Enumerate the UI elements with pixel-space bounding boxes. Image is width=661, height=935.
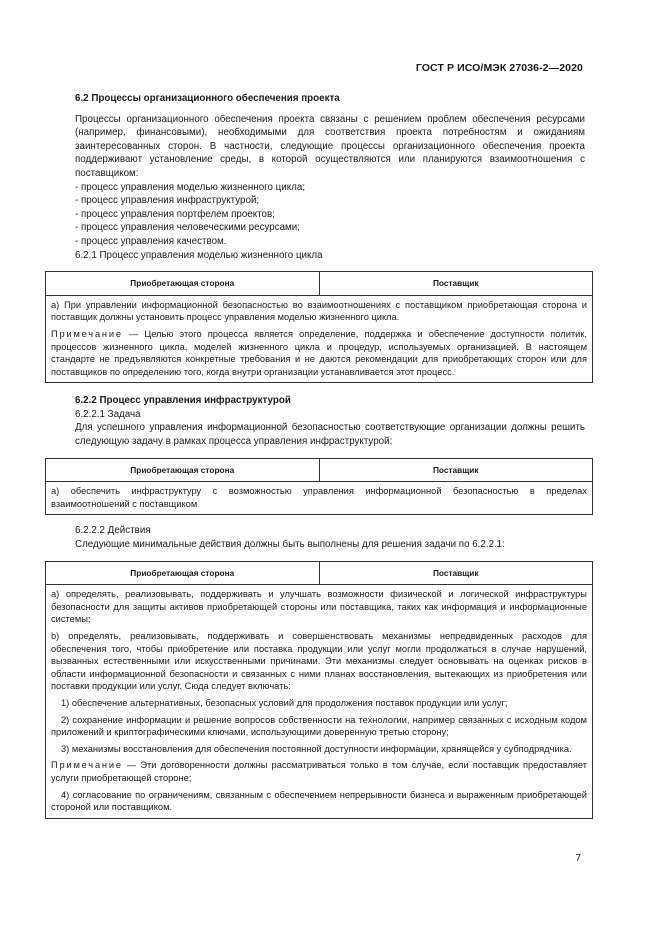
table-6-2-1 <box>45 271 593 383</box>
list-item: - процесс управления человеческими ресурсами; <box>75 222 300 234</box>
subsection-6-2-2-1-title: 6.2.2.1 Задача <box>75 408 141 420</box>
document-body <box>51 88 587 819</box>
table-row <box>46 482 593 515</box>
subsection-6-2-1-title: 6.2.1 Процесс управления моделью жизненного цикла <box>75 249 323 261</box>
column-header-acquirer: Приобретающая сторона <box>46 561 320 585</box>
column-header-supplier: Поставщик <box>319 272 593 296</box>
column-header-supplier: Поставщик <box>319 561 593 585</box>
column-header-acquirer: Приобретающая сторона <box>46 272 320 296</box>
table-note <box>51 328 587 378</box>
section-6-2-intro: Процессы организационного обеспечения проекта связаны с решением проблем обеспечения ресурсами (например, финансовыми), необходимыми для соответствия проекта потребностям и ожиданиям заинтересованных сторон. В частности, следующие процессы организационного обеспечения проекта поддерживают установление среды, в которой осуществляются или планируются взаимоотношения с поставщиком: <box>75 113 585 179</box>
table-row-b: b) определять, реализовывать, поддерживать и совершенствовать механизмы непредвиденных расходов для обеспечения того, чтобы приобретение или поставка продукции или услуг могли продолжаться в случае нарушений, вызванных естественными или искусственными причинами. Эти механизмы следует основывать на оценках рисков в области информационной безопасности и связанных с ними планах восстановления, вытекающих из приобретения или поставки продукции или услуг. Сюда следует включать: <box>51 631 587 692</box>
table-row-a: а) обеспечить инфраструктуру с возможностью управления информационной безопасностью в пределах взаимоотношений с поставщиком <box>46 482 593 515</box>
note-label: Примечание <box>51 760 123 771</box>
table-6-2-2-2 <box>45 561 593 819</box>
list-item: - процесс управления моделью жизненного цикла; <box>75 181 306 193</box>
table-note <box>51 759 587 784</box>
column-header-acquirer: Приобретающая сторона <box>46 458 320 482</box>
section-6-2-2-title: 6.2.2 Процесс управления инфраструктурой <box>75 395 291 407</box>
section-6-2-2-1-text: Для успешного управления информационной безопасностью соответствующие организации должны решить следующую задачу в рамках процесса управления инфраструктурой: <box>75 422 585 448</box>
section-6-2-2-2-text: Следующие минимальные действия должны быть выполнены для решения задачи по 6.2.2.1: <box>75 539 505 551</box>
note-text: — Целью этого процесса является определение, поддержка и обеспечение доступности политик, процессов жизненного цикла, моделей жизненного цикла и процедур, используемых организацией. В настоящем стандарте не предъявляются конкретные требования и не даются рекомендации для приобретающих сторон или для поставщиков по определению того, когда внутри организации устанавливается этот процесс. <box>51 328 587 377</box>
table-row <box>46 295 593 383</box>
table-row-a: а) определять, реализовывать, поддерживать и улучшать возможности физической и логической инфраструктуры безопасности для защиты активов приобретающей стороны или поставщика, таких как информация и информационные системы; <box>51 589 587 625</box>
table-cell <box>46 585 593 819</box>
document-header: ГОСТ Р ИСО/МЭК 27036-2—2020 <box>415 62 583 74</box>
list-item: - процесс управления портфелем проектов; <box>75 208 275 220</box>
list-item: - процесс управления инфраструктурой; <box>75 195 260 207</box>
table-6-2-2-1 <box>45 458 593 516</box>
table-row-a: а) При управлении информационной безопасностью во взаимоотношениях с поставщиком приобретающая сторона и поставщик должны установить процесс управления моделью жизненного цикла. <box>51 299 587 323</box>
list-item: - процесс управления качеством. <box>75 235 227 247</box>
section-6-2-title: 6.2 Процессы организационного обеспечения проекта <box>75 93 340 104</box>
note-text: — Эти договоренности должны рассматриваться только в том случае, если поставщик предоставляет услуги приобретающей стороне; <box>51 760 587 783</box>
table-cell <box>46 295 593 383</box>
note-label: Примечание <box>51 328 123 339</box>
table-item-1: 1) обеспечение альтернативных, безопасных условий для продолжения поставок продукции или услуг; <box>61 697 508 708</box>
process-list <box>75 181 585 249</box>
table-item-2: 2) сохранение информации и решение вопросов собственности на технологии, например связанных с исходным кодом приложений и криптографическими ключами, использующими доверенную третью сторону; <box>51 714 587 738</box>
column-header-supplier: Поставщик <box>319 458 593 482</box>
table-item-3: 3) механизмы восстановления для обеспечения постоянной доступности информации, хранящейся у субподрядчика. <box>61 743 572 754</box>
table-row <box>46 585 593 819</box>
subsection-6-2-2-2-title: 6.2.2.2 Действия <box>75 525 151 537</box>
page-number: 7 <box>575 853 581 864</box>
table-item-4: 4) согласование по ограничениям, связанным с обеспечением непрерывности бизнеса и выраженным приобретающей стороной или поставщиком. <box>51 789 587 813</box>
